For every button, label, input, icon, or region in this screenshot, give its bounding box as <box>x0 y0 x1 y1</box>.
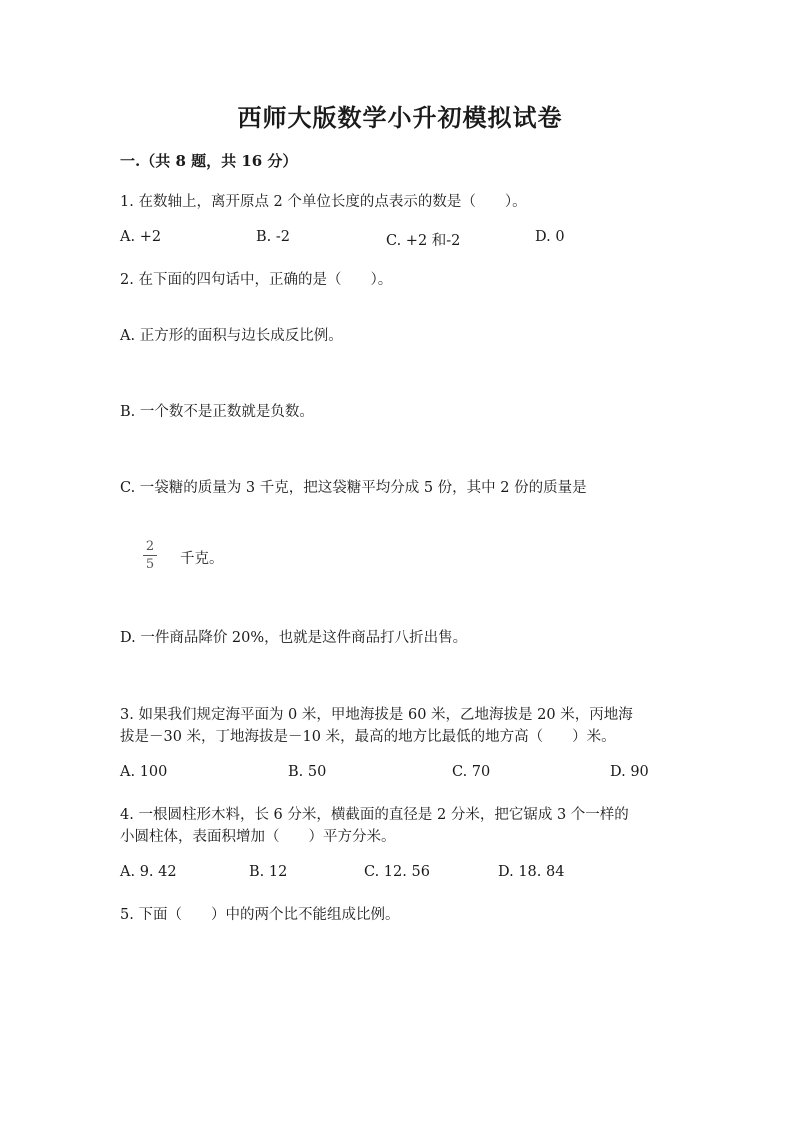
page-title: 西师大版数学小升初模拟试卷 <box>237 103 563 132</box>
question-3-text-line-2: 拔是－30 米，丁地海拔是－10 米，最高的地方比最低的地方高（ ）米。 <box>120 729 616 745</box>
section-header: 一.（共 8 题，共 16 分） <box>120 152 298 170</box>
question-4-text-line-2: 小圆柱体，表面积增加（ ）平方分米。 <box>120 829 396 845</box>
fraction-denominator: 5 <box>145 557 155 572</box>
question-4-option-d: D. 18. 84 <box>498 864 565 880</box>
question-4-option-a: A. 9. 42 <box>120 864 177 880</box>
question-3-option-a: A. 100 <box>120 764 168 780</box>
question-2-option-d: D. 一件商品降价 20%，也就是这件商品打八折出售。 <box>120 630 468 646</box>
question-2-option-c-unit: 千克。 <box>180 551 224 567</box>
question-4-text-line-1: 4. 一根圆柱形木料，长 6 分米，横截面的直径是 2 分米，把它锯成 3 个一样的 <box>120 807 629 823</box>
question-2-option-c: C. 一袋糖的质量为 3 千克，把这袋糖平均分成 5 份，其中 2 份的质量是 <box>120 480 587 496</box>
question-1-option-d: D. 0 <box>535 229 565 245</box>
question-1-option-a: A. +2 <box>120 229 162 245</box>
question-3-text-line-1: 3. 如果我们规定海平面为 0 米，甲地海拔是 60 米，乙地海拔是 20 米，丙地海 <box>120 707 633 723</box>
question-5-text: 5. 下面（ ）中的两个比不能组成比例。 <box>120 907 400 923</box>
question-3-option-b: B. 50 <box>288 764 327 780</box>
question-2-option-a: A. 正方形的面积与边长成反比例。 <box>120 328 343 344</box>
question-2-option-b: B. 一个数不是正数就是负数。 <box>120 404 314 420</box>
question-4-option-c: C. 12. 56 <box>364 864 430 880</box>
question-4-option-b: B. 12 <box>249 864 288 880</box>
question-2-text: 2. 在下面的四句话中，正确的是（ ）。 <box>120 272 393 288</box>
fraction-two-fifths <box>142 540 158 571</box>
question-3-option-d: D. 90 <box>610 764 649 780</box>
question-1-text: 1. 在数轴上，离开原点 2 个单位长度的点表示的数是（ ）。 <box>120 194 527 210</box>
fraction-numerator: 2 <box>145 539 155 554</box>
question-3-option-c: C. 70 <box>452 764 491 780</box>
question-1-option-c: C. +2 和-2 <box>386 233 461 249</box>
question-1-option-b: B. -2 <box>256 229 290 245</box>
